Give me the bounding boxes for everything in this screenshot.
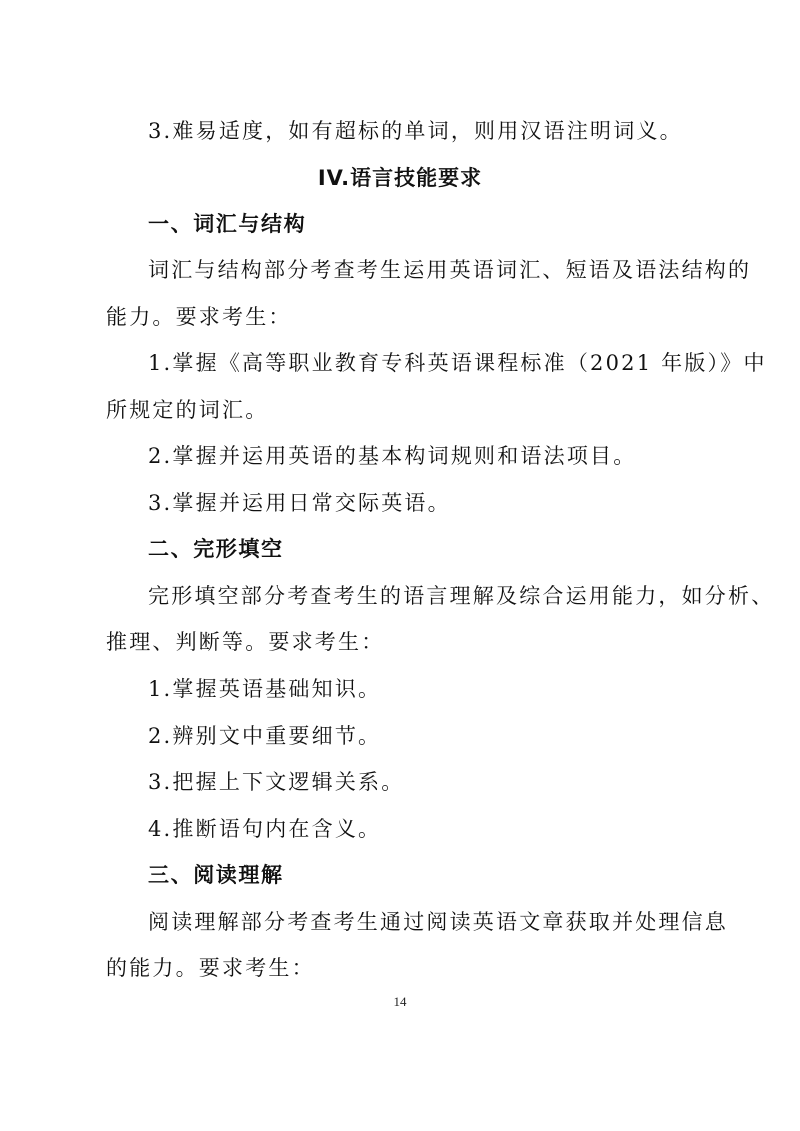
paragraph-line: 1.掌握《高等职业教育专科英语课程标准（2021 年版）》中 <box>148 351 767 375</box>
paragraph-line: 3.难易适度，如有超标的单词，则用汉语注明词义。 <box>148 119 683 143</box>
paragraph-line: 能力。要求考生： <box>106 305 292 329</box>
section-heading: IV.语言技能要求 <box>317 166 483 190</box>
subsection-heading: 一、词汇与结构 <box>148 212 307 236</box>
paragraph-line: 的能力。要求考生： <box>106 956 315 980</box>
paragraph-line: 2.掌握并运用英语的基本构词规则和语法项目。 <box>148 444 637 468</box>
paragraph-line: 3.掌握并运用日常交际英语。 <box>148 491 451 515</box>
paragraph-line: 阅读理解部分考查考生通过阅读英语文章获取并处理信息 <box>148 910 728 934</box>
subsection-heading: 二、完形填空 <box>148 537 284 561</box>
paragraph-line: 完形填空部分考查考生的语言理解及综合运用能力，如分析、 <box>148 584 775 608</box>
paragraph-line: 所规定的词汇。 <box>106 398 269 422</box>
paragraph-line: 词汇与结构部分考查考生运用英语词汇、短语及语法结构的 <box>148 258 752 282</box>
page-number: 14 <box>393 994 407 1009</box>
subsection-heading: 三、阅读理解 <box>148 863 284 887</box>
paragraph-line: 1.掌握英语基础知识。 <box>148 677 382 701</box>
paragraph-line: 4.推断语句内在含义。 <box>148 817 382 841</box>
paragraph-line: 2.辨别文中重要细节。 <box>148 724 382 748</box>
paragraph-line: 3.把握上下文逻辑关系。 <box>148 770 405 794</box>
paragraph-line: 推理、判断等。要求考生： <box>106 630 385 654</box>
